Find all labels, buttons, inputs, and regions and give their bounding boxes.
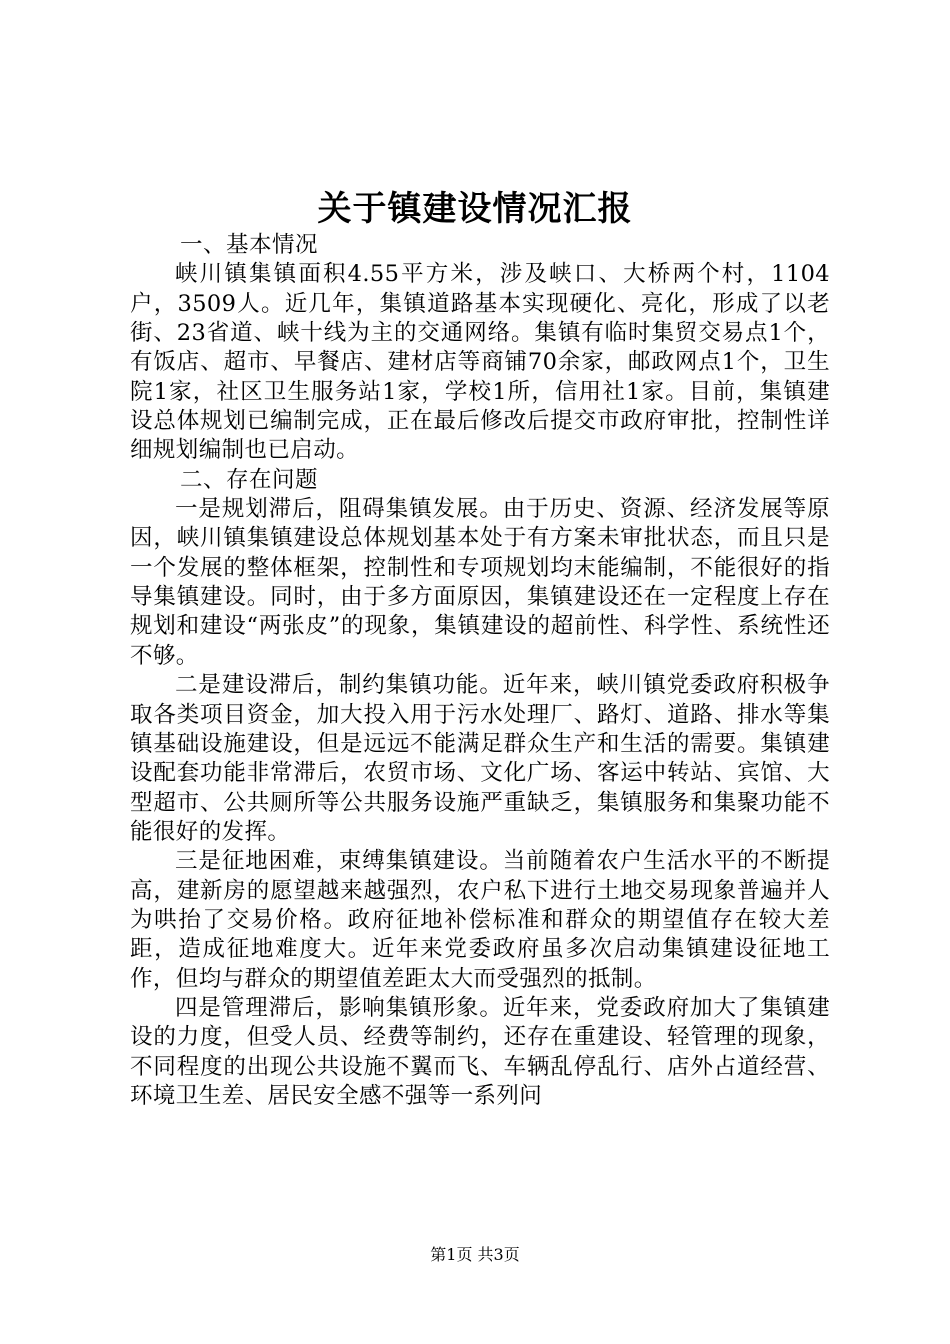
paragraph-basic-info: 峡川镇集镇面积4.55平方米，涉及峡口、大桥两个村，1104户，3509人。近几年，集镇道路基本实现硬化、亮化，形成了以老街、23省道、峡十线为主的交通网络。集镇有临时集贸交易点1个，有饭店、超市、早餐店、建材店等商铺70余家，邮政网点1个，卫生院1家，社区卫生服务站1家，学校1所，信用社1家。目前，集镇建设总体规划已编制完成，正在最后修改后提交市政府审批，控制性详细规划编制也已启动。 xyxy=(130,261,830,464)
section-heading-basic: 一、基本情况 xyxy=(180,232,319,258)
document-title: 关于镇建设情况汇报 xyxy=(317,189,633,229)
page-number-footer: 第1页 共3页 xyxy=(430,1245,520,1264)
paragraph-problem-land: 三是征地困难，束缚集镇建设。当前随着农户生活水平的不断提高，建新房的愿望越来越强烈，农户私下进行土地交易现象普遍并人为哄抬了交易价格。政府征地补偿标准和群众的期望值存在较大差距，造成征地难度大。近年来党委政府虽多次启动集镇建设征地工作，但均与群众的期望值差距太大而受强烈的抵制。 xyxy=(130,848,830,992)
section-heading-problems: 二、存在问题 xyxy=(180,466,319,493)
document-body xyxy=(130,231,830,1111)
paragraph-problem-planning: 一是规划滞后，阻碍集镇发展。由于历史、资源、经济发展等原因，峡川镇集镇建设总体规划基本处于有方案未审批状态，而且只是一个发展的整体框架，控制性和专项规划均末能编制，不能很好的指导集镇建设。同时，由于多方面原因，集镇建设还在一定程度上存在规划和建设“两张皮”的现象，集镇建设的超前性、科学性、系统性还不够。 xyxy=(130,496,830,669)
paragraph-problem-management: 四是管理滞后，影响集镇形象。近年来，党委政府加大了集镇建设的力度，但受人员、经费等制约，还存在重建设、轻管理的现象，不同程度的出现公共设施不翼而飞、车辆乱停乱行、店外占道经营、环境卫生差、居民安全感不强等一系列问 xyxy=(130,994,830,1109)
paragraph-problem-construction: 二是建设滞后，制约集镇功能。近年来，峡川镇党委政府积极争取各类项目资金，加大投入用于污水处理厂、路灯、道路、排水等集镇基础设施建设，但是远远不能满足群众生产和生活的需要。集镇建设配套功能非常滞后，农贸市场、文化广场、客运中转站、宾馆、大型超市、公共厕所等公共服务设施严重缺乏，集镇服务和集聚功能不能很好的发挥。 xyxy=(130,672,830,845)
